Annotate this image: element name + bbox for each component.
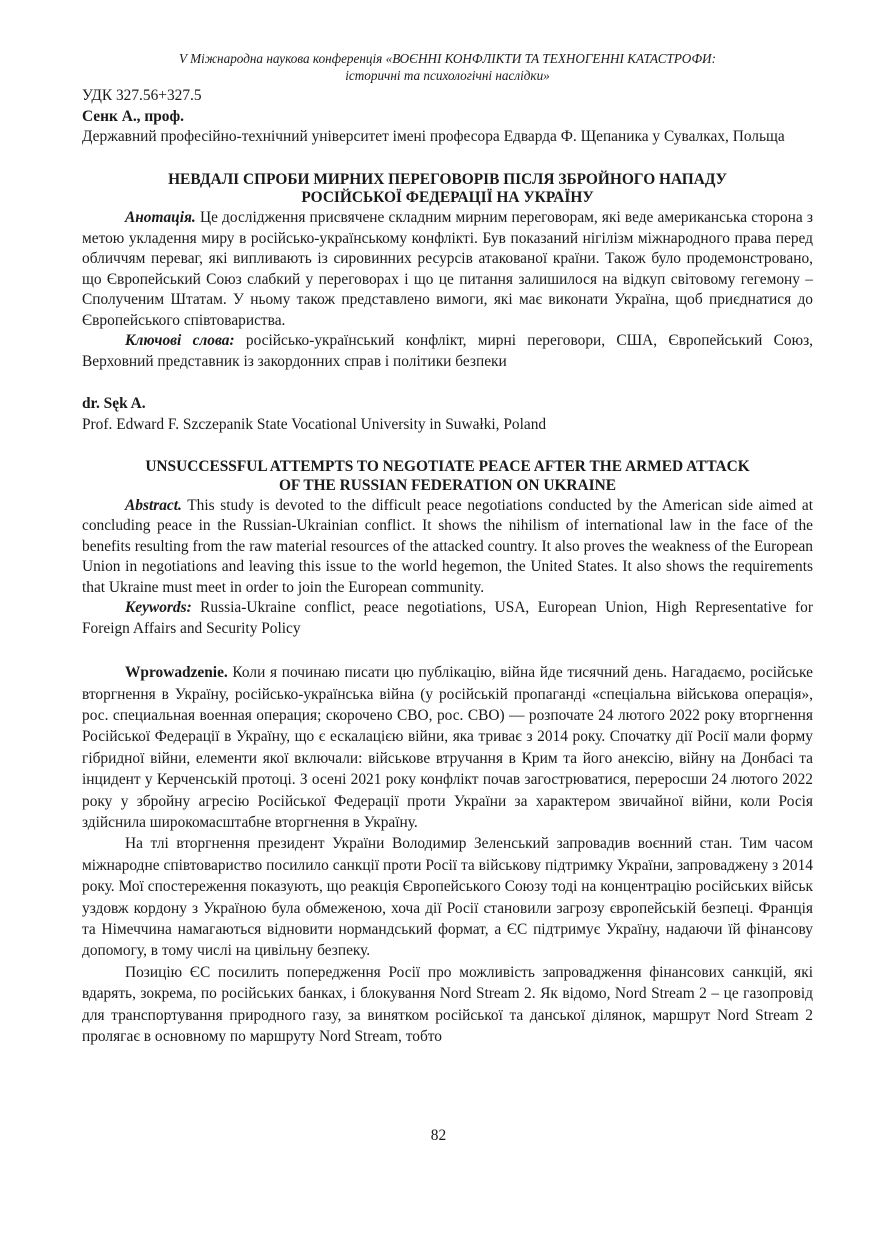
title-ua: [82, 171, 813, 209]
title-en: [82, 458, 813, 496]
running-head: [82, 50, 813, 84]
title-en-line-1: UNSUCCESSFUL ATTEMPTS TO NEGOTIATE PEACE AFTER THE ARMED ATTACK: [145, 458, 750, 476]
running-head-line-2: історичні та психологічні наслідки»: [345, 68, 550, 83]
abstract-en-text: This study is devoted to the difficult peace negotiations conducted by the American side aimed at concluding peace in the Russian-Ukrainian conflict. It shows the nihilism of international law in the face of the benefits resulting from the raw material resources of the attacked country. It also proves the weakness of the European Union in negotiations and leaving this issue to the world hegemon, the United States. It also shows the requirements that Ukraine must meet in order to join the European community.: [82, 496, 813, 596]
body-paragraph-3: Позицію ЄС посилить попередження Росії про можливість запровадження фінансових санкцій, які вдарять, зокрема, по російських банках, і блокування Nord Stream 2. Як відомо, Nord Stream 2 – це газопровід для транспортування природного газу, за винятком російської та данської ділянок, маршрут Nord Stream 2 пролягає в основному по маршруту Nord Stream, тобто: [82, 963, 813, 1046]
affiliation-ua: Державний професійно-технічний університет імені професора Едварда Ф. Щепаника у Сувалках, Польща: [82, 128, 785, 145]
abstract-ua-text: Це дослідження присвячене складним мирним переговорам, які веде американська сторона з метою укладення миру в російсько-українському конфлікті. Був показаний нігілізм міжнародного права перед обличчям переваг, які випливають із сировинних ресурсів атакованої країни. Також було продемонстровано, що Європейський Союз слабкий у переговорах і що це питання залишилося на відкуп світовому гегемону – Сполученим Штатам. У ньому також представлено вимоги, які має виконати Україна, щоб приєднатися до Європейського співтовариства.: [82, 209, 813, 329]
author-ua: Сенк А., проф.: [82, 107, 184, 125]
intro-label: Wprowadzenie.: [125, 664, 228, 682]
keywords-ua-label: Ключові слова:: [125, 332, 235, 350]
udc-code: УДК 327.56+327.5: [82, 87, 202, 104]
keywords-en: [82, 598, 813, 639]
keywords-en-text: Russia-Ukraine conflict, peace negotiations, USA, European Union, High Representative for Foreign Affairs and Security Policy: [82, 599, 813, 637]
title-en-line-2: OF THE RUSSIAN FEDERATION ON UKRAINE: [278, 476, 617, 494]
body-paragraph-1: [82, 662, 813, 833]
keywords-ua-text: російсько-український конфлікт, мирні переговори, США, Європейський Союз, Верховний представник із закордонних справ і політики безпеки: [82, 332, 813, 370]
keywords-en-label: Keywords:: [125, 599, 192, 617]
abstract-en-label: Abstract.: [125, 496, 182, 514]
abstract-en: [82, 496, 813, 599]
title-ua-line-2: РОСІЙСЬКОЇ ФЕДЕРАЦІЇ НА УКРАЇНУ: [301, 189, 594, 207]
body-paragraph-2: На тлі вторгнення президент України Володимир Зеленський запровадив воєнний стан. Тим часом міжнародне співтовариство посилило санкції проти Росії та військову підтримку України, запроваджену з 2014 року. Мої спостереження показують, що реакція Європейського Союзу тоді на концентрацію російських військ уздовж кордону з Україною була обмеженою, хоча дії Росії становили загрозу європейській безпеці. Франція та Німеччина намагаються відновити нормандський формат, а ЄС підтримує Україну, надаючи їй фінансову допомогу, в тому числі на цивільну безпеку.: [82, 835, 813, 960]
page-number: 82: [430, 1127, 447, 1144]
keywords-ua: [82, 331, 813, 372]
page-content: [82, 50, 813, 1048]
running-head-line-1: V Міжнародна наукова конференція «ВОЄННІ КОНФЛІКТИ ТА ТЕХНОГЕННІ КАТАСТРОФИ:: [179, 51, 716, 66]
title-ua-line-1: НЕВДАЛІ СПРОБИ МИРНИХ ПЕРЕГОВОРІВ ПІСЛЯ ЗБРОЙНОГО НАПАДУ: [168, 170, 727, 188]
body-paragraph-1-text: Коли я починаю писати цю публікацію, війна йде тисячний день. Нагадаємо, російське вторгнення в Україну, російсько-українська війна (у російській пропаганді «спеціальна військова операція», рос. специальная военная операция; скорочено СВО, рос. СВО) — розпочате 24 лютого 2022 року вторгнення Російської Федерації в Україну, що є ескалацією війни, яка триває з 2014 року. Спочатку дії Росії мали форму гібридної війни, елементи якої включали: військове втручання в Крим та його анексію, війну на Донбасі та інцидент у Керченській протоці. З осені 2021 року конфлікт почав загострюватися, переросши 24 лютого 2022 року у збройну агресію Російської Федерації проти України за характером звичайної війни, коли Росія здійснила широкомасштабне вторгнення в Україну.: [82, 664, 813, 832]
affiliation-en: Prof. Edward F. Szczepanik State Vocational University in Suwałki, Poland: [82, 415, 547, 433]
abstract-ua: [82, 208, 813, 331]
abstract-ua-label: Анотація.: [125, 209, 196, 227]
author-en: dr. Sęk A.: [82, 395, 146, 413]
